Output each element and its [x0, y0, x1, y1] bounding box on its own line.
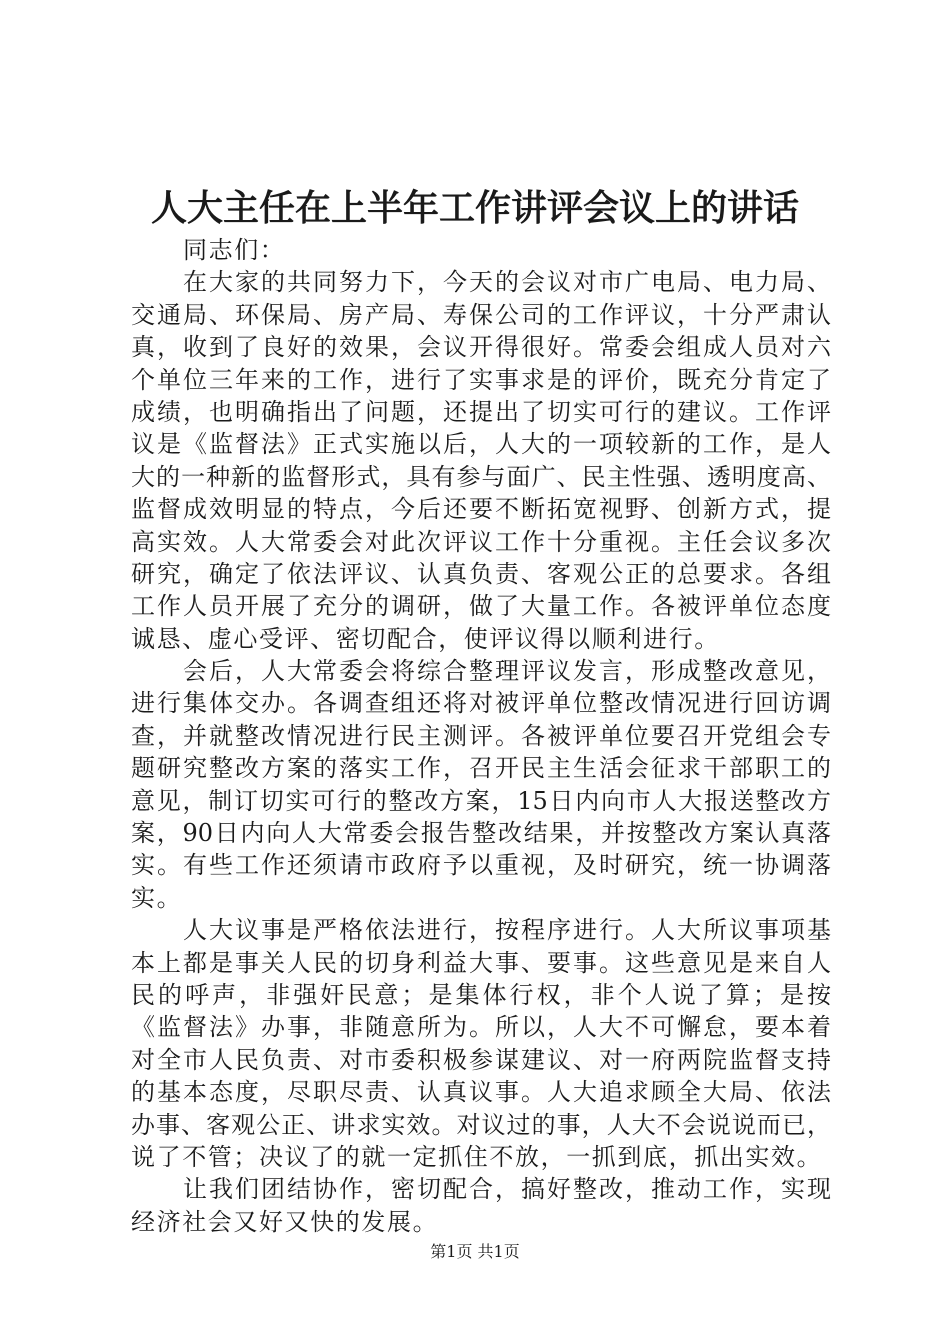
- paragraph-2-line: 实。: [131, 883, 183, 912]
- paragraph-1-line: 高实效。人大常委会对此次评议工作十分重视。主任会议多次: [131, 527, 831, 556]
- paragraph-4-line: 经济社会又好又快的发展。: [131, 1207, 439, 1236]
- paragraph-1-line: 交通局、环保局、房产局、寿保公司的工作评议，十分严肃认: [131, 300, 831, 329]
- paragraph-3-line: 说了不管；决议了的就一定抓住不放，一抓到底，抓出实效。: [131, 1142, 823, 1171]
- page-number-footer: 第1页 共1页: [430, 1242, 520, 1261]
- paragraph-3-line: 本上都是事关人民的切身利益大事、要事。这些意见是来自人: [131, 948, 831, 977]
- document-title: 人大主任在上半年工作讲评会议上的讲话: [150, 187, 799, 229]
- paragraph-1-line: 个单位三年来的工作，进行了实事求是的评价，既充分肯定了: [131, 365, 831, 394]
- paragraph-1-line: 监督成效明显的特点，今后还要不断拓宽视野、创新方式，提: [131, 495, 831, 524]
- paragraph-3-line: 的基本态度，尽职尽责、认真议事。人大追求顾全大局、依法: [131, 1078, 831, 1107]
- paragraph-2-line: 实。有些工作还须请市政府予以重视，及时研究，统一协调落: [131, 851, 831, 880]
- paragraph-3-line: 民的呼声，非强奸民意；是集体行权，非个人说了算；是按: [131, 980, 831, 1009]
- paragraph-3-line: 办事、客观公正、讲求实效。对议过的事，人大不会说说而已，: [131, 1110, 831, 1139]
- paragraph-3-line: 《监督法》办事，非随意所为。所以，人大不可懈怠，要本着: [131, 1013, 831, 1042]
- paragraph-1-line: 真，收到了良好的效果，会议开得很好。常委会组成人员对六: [131, 333, 831, 362]
- paragraph-2-line: 进行集体交办。各调查组还将对被评单位整改情况进行回访调: [131, 689, 831, 718]
- paragraph-1-line: 诚恳、虚心受评、密切配合，使评议得以顺利进行。: [131, 624, 720, 653]
- paragraph-1-line: 在大家的共同努力下，今天的会议对市广电局、电力局、: [183, 268, 831, 297]
- paragraph-1-line: 成绩，也明确指出了问题，还提出了切实可行的建议。工作评: [131, 397, 831, 426]
- paragraph-1-line: 议是《监督法》正式实施以后，人大的一项较新的工作，是人: [131, 430, 831, 459]
- paragraph-1-line: 工作人员开展了充分的调研，做了大量工作。各被评单位态度: [131, 592, 831, 621]
- paragraph-3-line: 人大议事是严格依法进行，按程序进行。人大所议事项基: [183, 916, 831, 945]
- paragraph-2-line: 查，并就整改情况进行民主测评。各被评单位要召开党组会专: [131, 721, 831, 750]
- paragraph-2-line: 会后，人大常委会将综合整理评议发言，形成整改意见，: [183, 657, 831, 686]
- salutation: 同志们：: [183, 236, 286, 264]
- document-body: [131, 234, 831, 1238]
- paragraph-2-line: 意见，制订切实可行的整改方案，15日内向市人大报送整改方: [131, 786, 831, 815]
- paragraph-3-line: 对全市人民负责、对市委积极参谋建议、对一府两院监督支持: [131, 1045, 831, 1074]
- paragraph-4-line: 让我们团结协作，密切配合，搞好整改，推动工作，实现: [183, 1175, 831, 1204]
- paragraph-2-line: 题研究整改方案的落实工作，召开民主生活会征求干部职工的: [131, 754, 831, 783]
- paragraph-1-line: 大的一种新的监督形式，具有参与面广、民主性强、透明度高、: [131, 462, 831, 491]
- paragraph-1-line: 研究，确定了依法评议、认真负责、客观公正的总要求。各组: [131, 559, 831, 588]
- paragraph-2-line: 案，90日内向人大常委会报告整改结果，并按整改方案认真落: [131, 819, 831, 848]
